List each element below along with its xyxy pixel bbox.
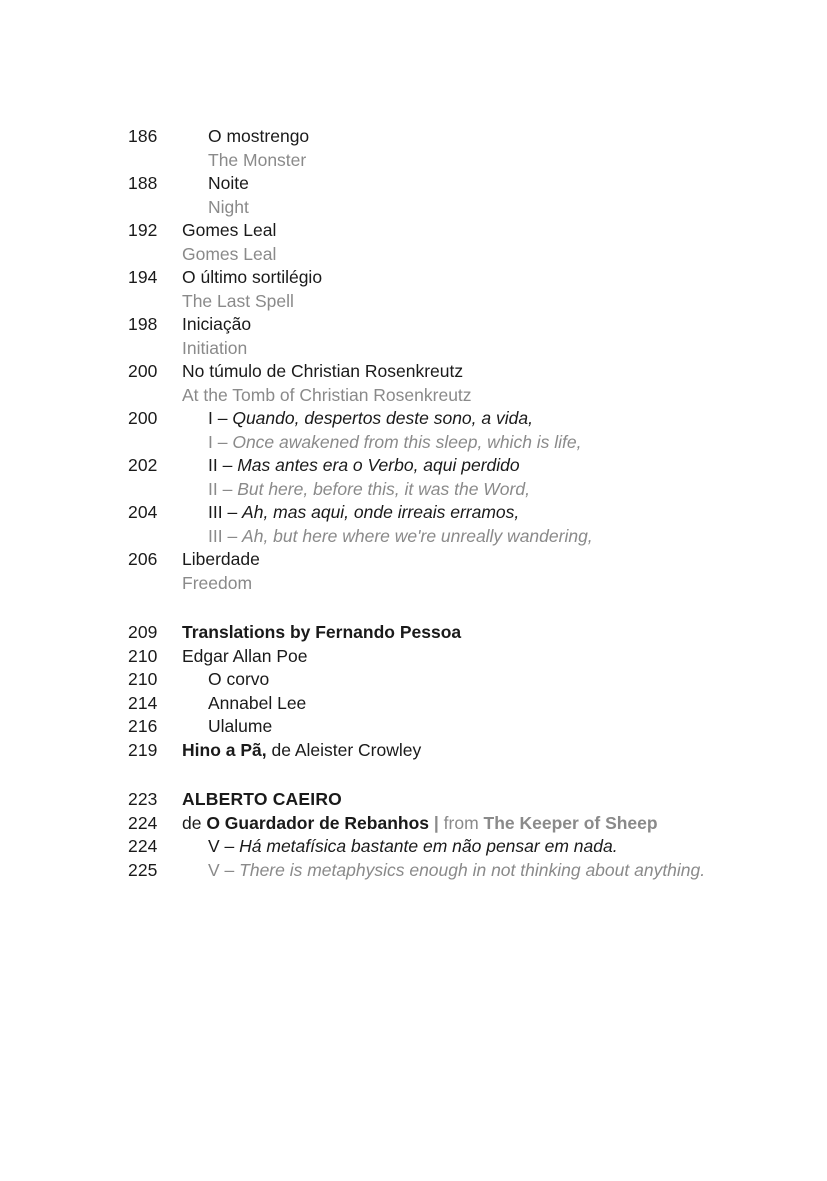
entry-marker: III – xyxy=(208,525,243,546)
entry-marker: III – xyxy=(208,502,243,522)
page-number: 200 xyxy=(128,361,158,381)
toc-entry[interactable] xyxy=(128,149,748,170)
toc-entry[interactable] xyxy=(128,363,748,381)
toc-entry[interactable] xyxy=(128,718,748,736)
page-number: 216 xyxy=(128,716,158,736)
entry-title-bold: Hino a Pã, xyxy=(182,739,267,760)
entry-title: Liberdade xyxy=(182,549,260,569)
page-number: 206 xyxy=(128,549,158,569)
toc-entry[interactable] xyxy=(128,196,748,217)
entry-title: Annabel Lee xyxy=(208,692,307,713)
toc-entry[interactable] xyxy=(128,692,748,713)
toc-entry[interactable] xyxy=(128,384,748,405)
entry-title: Night xyxy=(208,196,249,217)
toc-entry[interactable] xyxy=(128,431,748,452)
entry-title xyxy=(182,838,618,856)
entry-marker: II – xyxy=(208,455,238,475)
toc-entry[interactable] xyxy=(128,410,748,428)
entry-marker: II – xyxy=(208,478,238,499)
toc-entry[interactable] xyxy=(128,222,748,240)
entry-title xyxy=(182,457,520,475)
entry-line: Ah, mas aqui, onde irreais erramos, xyxy=(242,502,520,522)
toc-entry[interactable] xyxy=(128,551,748,569)
entry-title xyxy=(182,525,593,546)
page-number: 209 xyxy=(128,622,158,642)
toc-entry[interactable] xyxy=(128,478,748,499)
entry-line: Há metafísica bastante em não pensar em nada. xyxy=(239,836,618,856)
entry-title: O corvo xyxy=(208,669,270,689)
toc-entry[interactable] xyxy=(128,525,748,546)
entry-title: Noite xyxy=(208,173,249,193)
section-gap xyxy=(128,765,748,791)
part-en-title: The Keeper of Sheep xyxy=(483,812,658,833)
toc-entry[interactable] xyxy=(128,645,748,666)
part-pt-title: O Guardador de Rebanhos xyxy=(206,812,430,833)
page-number: 225 xyxy=(128,859,158,880)
entry-title: O mostrengo xyxy=(208,126,310,146)
toc-entry[interactable] xyxy=(128,838,748,856)
page-number: 202 xyxy=(128,455,158,475)
entry-title xyxy=(182,410,533,428)
page-number: 200 xyxy=(128,408,158,428)
part-separator: | xyxy=(429,812,444,833)
entry-title xyxy=(182,739,422,760)
toc-entry[interactable] xyxy=(128,739,748,760)
page-number: 219 xyxy=(128,739,158,760)
entry-marker: V – xyxy=(208,859,240,880)
entry-line: Quando, despertos deste sono, a vida, xyxy=(232,408,533,428)
entry-title xyxy=(182,431,582,452)
toc-entry[interactable] xyxy=(128,316,748,334)
page-number: 214 xyxy=(128,692,158,713)
entry-title xyxy=(182,478,530,499)
part-de: de xyxy=(182,812,207,833)
entry-title xyxy=(182,504,519,522)
toc-entry[interactable] xyxy=(128,859,748,880)
entry-title: Edgar Allan Poe xyxy=(182,645,308,666)
entry-marker: I – xyxy=(208,408,233,428)
entry-line: But here, before this, it was the Word, xyxy=(237,478,530,499)
entry-title xyxy=(182,859,706,880)
entry-title: Gomes Leal xyxy=(182,243,277,264)
toc-entry[interactable] xyxy=(128,671,748,689)
entry-line: Once awakened from this sleep, which is life, xyxy=(232,431,582,452)
page-number: 223 xyxy=(128,789,158,809)
toc-entry[interactable] xyxy=(128,337,748,358)
toc-entry[interactable] xyxy=(128,128,748,146)
page-number: 186 xyxy=(128,126,158,146)
entry-title: The Last Spell xyxy=(182,290,294,311)
entry-title: Gomes Leal xyxy=(182,220,277,240)
toc-entry[interactable] xyxy=(128,269,748,287)
entry-title: Iniciação xyxy=(182,314,252,334)
toc-entry[interactable] xyxy=(128,290,748,311)
page-number: 224 xyxy=(128,812,158,833)
entry-marker: I – xyxy=(208,431,233,452)
toc-entry[interactable] xyxy=(128,791,748,809)
entry-title: Initiation xyxy=(182,337,248,358)
page-number: 188 xyxy=(128,173,158,193)
entry-line: There is metaphysics enough in not thinking about anything. xyxy=(239,859,706,880)
toc-entry[interactable] xyxy=(128,624,748,642)
entry-marker: V – xyxy=(208,836,240,856)
toc-list xyxy=(128,128,748,885)
entry-title: ALBERTO CAEIRO xyxy=(182,789,342,809)
entry-title: Freedom xyxy=(182,572,253,593)
toc-entry[interactable] xyxy=(128,243,748,264)
page-number: 224 xyxy=(128,836,158,856)
entry-line: Mas antes era o Verbo, aqui perdido xyxy=(237,455,520,475)
entry-title: O último sortilégio xyxy=(182,267,323,287)
page-number: 210 xyxy=(128,669,158,689)
part-from: from xyxy=(443,812,484,833)
entry-line: Ah, but here where we're unreally wandering, xyxy=(242,525,593,546)
toc-entry[interactable] xyxy=(128,504,748,522)
page-number: 198 xyxy=(128,314,158,334)
toc-entry[interactable] xyxy=(128,175,748,193)
entry-title xyxy=(182,812,658,833)
entry-title-rest: de Aleister Crowley xyxy=(266,739,422,760)
entry-title: At the Tomb of Christian Rosenkreutz xyxy=(182,384,472,405)
toc-entry[interactable] xyxy=(128,812,748,833)
page-number: 192 xyxy=(128,220,158,240)
toc-entry[interactable] xyxy=(128,457,748,475)
page-number: 210 xyxy=(128,645,158,666)
page-number: 204 xyxy=(128,502,158,522)
entry-title: Translations by Fernando Pessoa xyxy=(182,622,462,642)
entry-title: Ulalume xyxy=(208,716,273,736)
section-gap xyxy=(128,598,748,624)
entry-title: No túmulo de Christian Rosenkreutz xyxy=(182,361,464,381)
toc-entry[interactable] xyxy=(128,572,748,593)
entry-title: The Monster xyxy=(208,149,307,170)
page-number: 194 xyxy=(128,267,158,287)
